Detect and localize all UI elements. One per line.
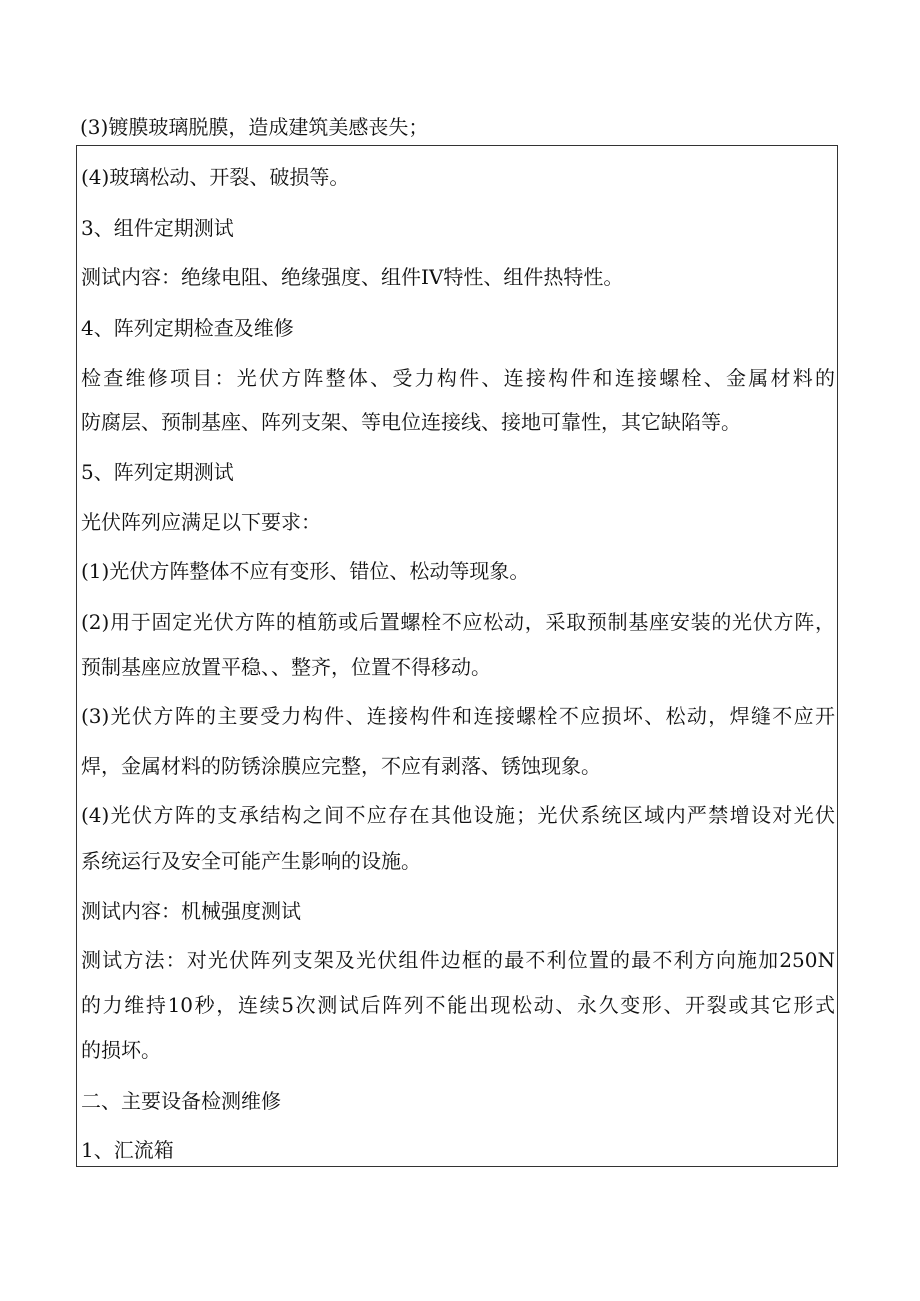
text-line-13: 焊，金属材料的防锈涂膜应完整，不应有剥落、锈蚀现象。 bbox=[81, 754, 601, 778]
text-line-3: 测试内容：绝缘电阻、绝缘强度、组件IV特性、组件热特性。 bbox=[81, 265, 624, 289]
text-line-6: 防腐层、预制基座、阵列支架、等电位连接线、接地可靠性，其它缺陷等。 bbox=[81, 410, 741, 434]
text-line-12: (3)光伏方阵的主要受力构件、连接构件和连接螺栓不应损坏、松动，焊缝不应开 bbox=[81, 704, 835, 728]
text-line-19: 的损坏。 bbox=[81, 1038, 161, 1062]
pre-box-line: (3)镀膜玻璃脱膜，造成建筑美感丧失； bbox=[80, 115, 429, 139]
text-line-5: 检查维修项目：光伏方阵整体、受力构件、连接构件和连接螺栓、金属材料的 bbox=[81, 366, 835, 390]
text-line-11: 预制基座应放置平稳、、整齐，位置不得移动。 bbox=[81, 655, 491, 679]
text-line-20: 二、主要设备检测维修 bbox=[81, 1089, 281, 1113]
text-line-17: 测试方法：对光伏阵列支架及光伏组件边框的最不利位置的最不利方向施加250N bbox=[81, 948, 835, 972]
text-line-21: 1、汇流箱 bbox=[81, 1138, 174, 1162]
text-line-18: 的力维持10秒，连续5次测试后阵列不能出现松动、永久变形、开裂或其它形式 bbox=[81, 993, 835, 1017]
content-table-cell bbox=[76, 145, 838, 1167]
text-line-7: 5、阵列定期测试 bbox=[81, 460, 234, 484]
text-line-1: (4)玻璃松动、开裂、破损等。 bbox=[81, 165, 350, 189]
text-line-10: (2)用于固定光伏方阵的植筋或后置螺栓不应松动，采取预制基座安装的光伏方阵， bbox=[81, 610, 835, 634]
text-line-2: 3、组件定期测试 bbox=[81, 216, 234, 240]
text-line-15: 系统运行及安全可能产生影响的设施。 bbox=[81, 849, 421, 873]
text-line-14: (4)光伏方阵的支承结构之间不应存在其他设施；光伏系统区域内严禁增设对光伏 bbox=[81, 803, 835, 827]
text-line-16: 测试内容：机械强度测试 bbox=[81, 899, 301, 923]
text-line-8: 光伏阵列应满足以下要求： bbox=[81, 510, 321, 534]
text-line-4: 4、阵列定期检查及维修 bbox=[81, 316, 294, 340]
text-line-9: (1)光伏方阵整体不应有变形、错位、松动等现象。 bbox=[81, 559, 530, 583]
